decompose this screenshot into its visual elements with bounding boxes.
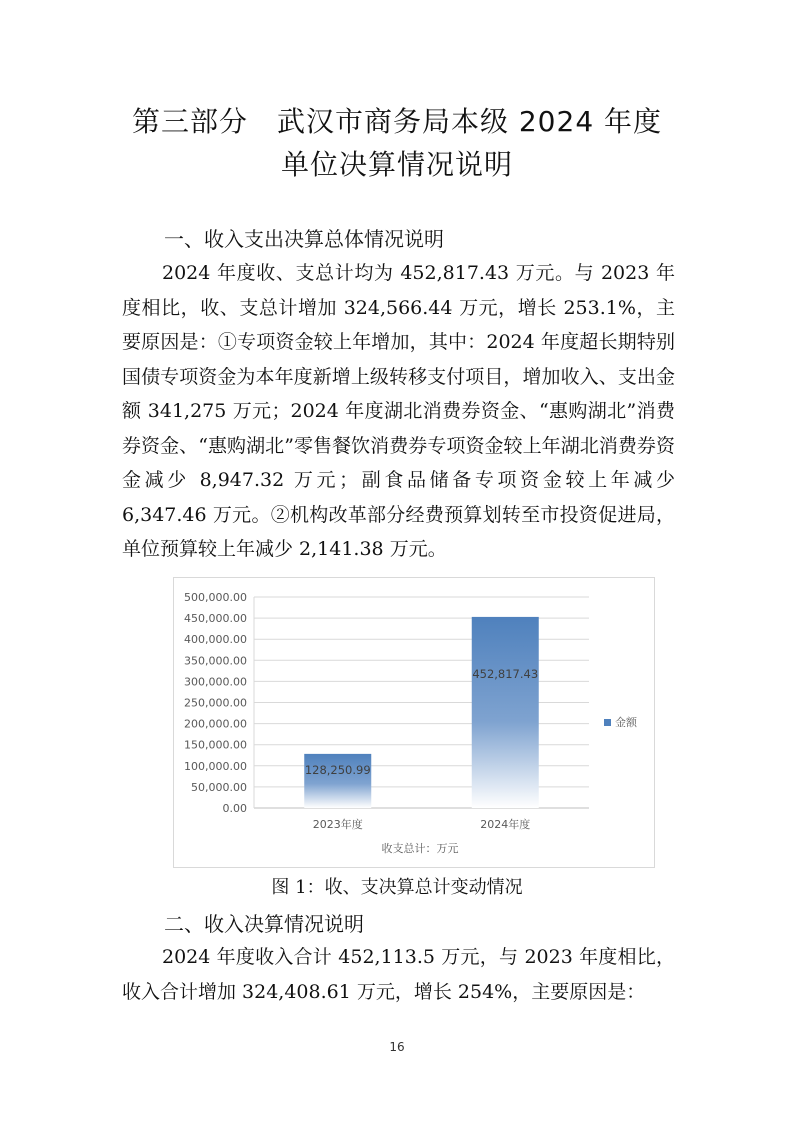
y-tick-label: 300,000.00 [184, 675, 247, 689]
legend-swatch [604, 719, 611, 726]
page-title-line-1: 第三部分 武汉市商务局本级 2024 年度 [131, 105, 663, 138]
y-tick-label: 400,000.00 [184, 633, 247, 647]
section-2-heading: 二、收入决算情况说明 [164, 912, 364, 936]
data-label: 452,817.43 [472, 667, 539, 682]
x-tick-label: 2024年度 [480, 818, 531, 831]
y-tick-label: 50,000.00 [191, 780, 247, 794]
y-tick-label: 250,000.00 [184, 696, 247, 710]
bar-chart [174, 578, 654, 867]
data-label: 128,250.99 [304, 763, 371, 778]
section-1-paragraph: 2024 年度收、支总计均为 452,817.43 万元。与 2023 年度相比，收、支总计增加 324,566.44 万元，增长 253.1%，主要原因是：①专项资金较上年增加，其中：2024 年度超长期特别国债专项资金为本年度新增上级转移支付项目，增加收入、支出金额 341,275 万元；2024 年度湖北消费券资金、“惠购湖北”消费券资金、“惠购湖北”零售餐饮消费券专项资金较上年湖北消费券资金减少 8,947.32 万元；副食品储备专项资金较上年减少 6,347.46 万元。②机构改革部分经费预算划转至市投资促进局，单位预算较上年减少 2,141.38 万元。 [122, 262, 675, 560]
bar-2023年度 [304, 754, 371, 808]
bar-2024年度 [472, 617, 539, 808]
x-tick-label: 2023年度 [312, 818, 363, 831]
y-tick-label: 0.00 [222, 802, 247, 815]
section-2-paragraph: 2024 年度收入合计 452,113.5 万元，与 2023 年度相比，收入合计增加 324,408.61 万元，增长 254%，主要原因是： [122, 946, 675, 1003]
section-1-heading: 一、收入支出决算总体情况说明 [164, 227, 444, 251]
page-number: 16 [389, 1040, 405, 1054]
y-tick-label: 200,000.00 [184, 717, 247, 731]
legend-label: 金额 [615, 716, 637, 729]
y-tick-label: 500,000.00 [184, 591, 247, 604]
page-title-line-2: 单位决算情况说明 [280, 148, 513, 181]
y-tick-label: 100,000.00 [184, 759, 247, 773]
y-tick-label: 150,000.00 [184, 738, 247, 752]
figure-caption: 图 1：收、支决算总计变动情况 [271, 877, 523, 898]
chart-frame [173, 577, 655, 868]
y-tick-label: 350,000.00 [184, 654, 247, 668]
y-tick-label: 450,000.00 [184, 612, 247, 626]
x-axis-title: 收支总计：万元 [381, 842, 459, 855]
